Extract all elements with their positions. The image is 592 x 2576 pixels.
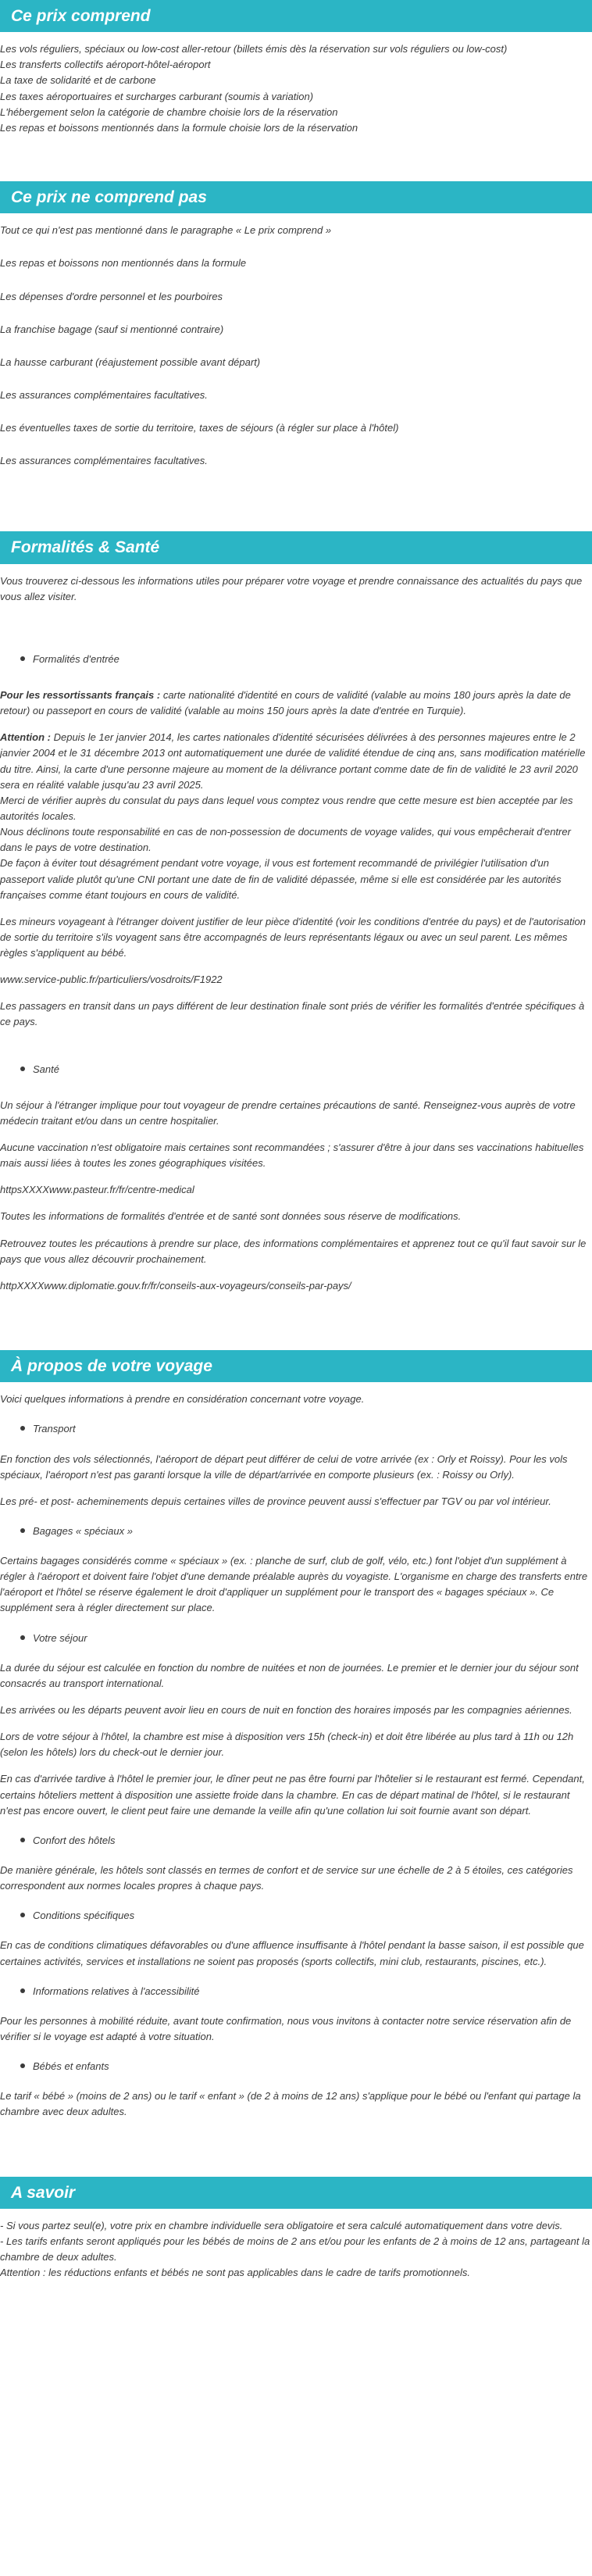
diplomatie-link[interactable]: httpXXXXwww.diplomatie.gouv.fr/fr/conseils-aux-voyageurs/conseils-par-pays/ xyxy=(0,1279,351,1292)
transport-paragraph-2: Les pré- et post- acheminements depuis certaines villes de province peuvent aussi s'effectuer par TGV ou par vol intérieur. xyxy=(0,1495,551,1507)
reserve-paragraph: Toutes les informations de formalités d'entrée et de santé sont données sous réserve de modifications. xyxy=(0,1210,462,1223)
bullet-conditions xyxy=(0,1908,592,1924)
voyage-intro: Voici quelques informations à prendre en considération concernant votre voyage. xyxy=(0,1393,365,1406)
sejour-paragraph-4: En cas d'arrivée tardive à l'hôtel le premier jour, le dîner peut ne pas être fourni par l'hôtelier si le restaurant est fermé. Cependant, certains hôteliers mettent à disposition une assiette froide dans la chambre. En cas de départ matinal de l'hôtel, si le restaurant n'est pas encore ouvert, le client peut faire une demande la veille afin qu'une collation lui soit fournie avant son départ. xyxy=(0,1773,585,1817)
formalites-body xyxy=(0,564,592,1324)
sejour-paragraph-1: La durée du séjour est calculée en fonction du nombre de nuitées et non de journées. Le premier et le dernier jour du séjour sont consacrés au transport international. xyxy=(0,1661,579,1689)
section-formalites-sante xyxy=(0,531,592,1324)
section-title-formalites: Formalités & Santé xyxy=(0,531,592,563)
list-item: Les éventuelles taxes de sortie du territoire, taxes de séjours (à régler sur place à l'hôtel) xyxy=(0,422,399,434)
bullet-label: Santé xyxy=(33,1063,59,1075)
bullet-accessibilite xyxy=(0,1984,592,1999)
list-item: La hausse carburant (réajustement possible avant départ) xyxy=(0,355,261,368)
bullet-label: Confort des hôtels xyxy=(33,1834,116,1846)
ne-comprend-list xyxy=(0,213,592,505)
list-item: La taxe de solidarité et de carbone xyxy=(0,74,156,87)
voyage-body xyxy=(0,1382,592,2149)
bullet-sejour xyxy=(0,1631,592,1646)
ressortissants-label: Pour les ressortissants français : xyxy=(0,688,161,701)
section-a-savoir xyxy=(0,2177,592,2300)
list-item: Les dépenses d'ordre personnel et les pourboires xyxy=(0,290,223,302)
bullet-label: Transport xyxy=(33,1423,76,1435)
transport-paragraph-1: En fonction des vols sélectionnés, l'aéroport de départ peut différer de celui de votre arrivée (ex : Orly et Roissy). Pour les vols spéciaux, l'aéroport n'est pas garanti lorsque la ville de départ/arrivée en comporte plusieurs (ex. : Roissy ou Orly). xyxy=(0,1452,568,1481)
a-savoir-line-1: - Si vous partez seul(e), votre prix en chambre individuelle sera obligatoire et sera calculé automatiquement dans votre devis. xyxy=(0,2219,563,2231)
service-public-link[interactable]: www.service-public.fr/particuliers/vosdroits/F1922 xyxy=(0,974,223,986)
sante-paragraph-2: Aucune vaccination n'est obligatoire mais certaines sont recommandées ; s'assurer d'être à jour dans ses vaccinations habituelles mais aussi liées à toutes les zones géographiques visitées. xyxy=(0,1142,584,1170)
attention-paragraph xyxy=(0,730,592,793)
section-title-comprend: Ce prix comprend xyxy=(0,0,592,32)
list-item: Les assurances complémentaires facultatives. xyxy=(0,388,208,401)
conditions-paragraph: En cas de conditions climatiques défavorables ou d'une affluence insuffisante à l'hôtel pendant la basse saison, il est possible que certaines activités, services et installations ne soient pas proposés (sports collectifs, mini club, restaurants, piscines, etc.). xyxy=(0,1939,584,1967)
list-item: La franchise bagage (sauf si mentionné contraire) xyxy=(0,323,224,335)
bullet-dot-icon xyxy=(20,2063,25,2068)
sejour-paragraph-2: Les arrivées ou les départs peuvent avoir lieu en cours de nuit en fonction des horaires imposés par les compagnies aériennes. xyxy=(0,1704,572,1717)
ressortissants-text: carte nationalité d'identité en cours de validité (valable au moins 180 jours après la date de retour) ou passeport en cours de validité (valable au moins 150 jours après la date d'entrée en Turquie). xyxy=(0,688,571,717)
bullet-dot-icon xyxy=(20,1913,25,1917)
facon-paragraph: De façon à éviter tout désagrément pendant votre voyage, il vous est fortement recommandé de privilégier l'utilisation d'un passeport valide plutôt qu'une CNI portant une date de fin de validité dépassée, même si elle est considérée par les autorités françaises comme étant toujours en cours de validité. xyxy=(0,857,562,901)
bebes-paragraph: Le tarif « bébé » (moins de 2 ans) ou le tarif « enfant » (de 2 à moins de 12 ans) s'applique pour le bébé ou l'enfant qui partage la chambre avec deux adultes. xyxy=(0,2090,581,2118)
retrouvez-paragraph: Retrouvez toutes les précautions à prendre sur place, des informations complémentaires et apprenez tout ce qu'il faut savoir sur le pays que vous allez découvrir prochainement. xyxy=(0,1237,587,1265)
mineurs-paragraph: Les mineurs voyageant à l'étranger doivent justifier de leur pièce d'identité (voir les conditions d'entrée du pays) et de l'autorisation de sortie du territoire s'ils voyagent sans être accompagnés de leurs représentants légaux ou avec un seul parent. Les mêmes règles s'appliquent au bébé. xyxy=(0,915,586,959)
bullet-confort xyxy=(0,1833,592,1849)
attention-label: Attention : xyxy=(0,731,51,744)
attention-text: Depuis le 1er janvier 2014, les cartes nationales d'identité sécurisées délivrées à des personnes majeures entre le 2 janvier 2004 et le 31 décembre 2013 ont automatiquement une durée de validité étendue de cinq ans, sans modification matérielle du titre. Ainsi, la carte d'une personne majeure au moment de la délivrance portant comme date de fin de validité le 23 avril 2020 sera en réalité valable jusqu'au 23 avril 2025. xyxy=(0,731,586,791)
bullet-dot-icon xyxy=(20,1988,25,1993)
bullet-dot-icon xyxy=(20,1838,25,1842)
sante-paragraph-1: Un séjour à l'étranger implique pour tout voyageur de prendre certaines précautions de santé. Renseignez-vous auprès de votre médecin traitant et/ou dans un centre hospitalier. xyxy=(0,1099,576,1127)
a-savoir-line-2: - Les tarifs enfants seront appliqués pour les bébés de moins de 2 ans et/ou pour les enfants de 2 à moins de 12 ans, partageant la chambre de deux adultes. xyxy=(0,2235,590,2263)
formalites-intro: Vous trouverez ci-dessous les informations utiles pour préparer votre voyage et prendre connaissance des actualités du pays que vous allez visiter. xyxy=(0,574,583,602)
section-a-propos-voyage xyxy=(0,1350,592,2150)
bullet-bebes-enfants xyxy=(0,2059,592,2074)
a-savoir-line-3: Attention : les réductions enfants et bébés ne sont pas applicables dans le cadre de tarifs promotionnels. xyxy=(0,2267,470,2279)
comprend-list xyxy=(0,32,592,155)
bullet-label: Bébés et enfants xyxy=(33,2060,109,2073)
declinons-paragraph: Nous déclinons toute responsabilité en cas de non-possession de documents de voyage valides, qui vous empêcherait d'entrer dans le pays de votre destination. xyxy=(0,826,571,854)
list-item: Les transferts collectifs aéroport-hôtel-aéroport xyxy=(0,59,211,71)
bagages-paragraph: Certains bagages considérés comme « spéciaux » (ex. : planche de surf, club de golf, vélo, etc.) font l'objet d'un supplément à régler à l'aéroport et doivent faire l'objet d'une demande préalable auprès du voyagiste. L'organisme en charge des transferts entre l'aéroport et l'hôtel se réserve également le droit d'appliquer un supplément pour le transport des « bagages spéciaux ». Ce supplément sera à régler directement sur place. xyxy=(0,1555,588,1614)
bullet-dot-icon xyxy=(20,1426,25,1431)
bullet-transport xyxy=(0,1421,592,1437)
transit-paragraph: Les passagers en transit dans un pays différent de leur destination finale sont priés de vérifier les formalités d'entrée spécifiques à ce pays. xyxy=(0,1000,585,1028)
a-savoir-body xyxy=(0,2209,592,2300)
bullet-sante xyxy=(0,1062,592,1077)
section-prix-ne-comprend xyxy=(0,181,592,505)
section-title-a-savoir: A savoir xyxy=(0,2177,592,2209)
list-item: Les repas et boissons mentionnés dans la formule choisie lors de la réservation xyxy=(0,121,358,134)
sejour-paragraph-3: Lors de votre séjour à l'hôtel, la chambre est mise à disposition vers 15h (check-in) et doit être libérée au plus tard à 11h ou 12h (selon les hôtels) lors du check-out le dernier jour. xyxy=(0,1731,574,1759)
bullet-label: Informations relatives à l'accessibilité xyxy=(33,1985,200,1997)
bullet-dot-icon xyxy=(20,1635,25,1640)
section-prix-comprend xyxy=(0,0,592,155)
accessibilite-paragraph: Pour les personnes à mobilité réduite, avant toute confirmation, nous vous invitons à contacter notre service réservation afin de vérifier si le voyage est adapté à votre situation. xyxy=(0,2014,572,2043)
bullet-dot-icon xyxy=(20,656,25,661)
bullet-bagages xyxy=(0,1524,592,1539)
bullet-label: Votre séjour xyxy=(33,1631,87,1644)
bullet-label: Conditions spécifiques xyxy=(33,1910,135,1922)
ressortissants-paragraph xyxy=(0,688,592,719)
list-item: Les repas et boissons non mentionnés dans la formule xyxy=(0,257,247,270)
list-item: Les vols réguliers, spéciaux ou low-cost aller-retour (billets émis dès la réservation sur vols réguliers ou low-cost) xyxy=(0,43,508,55)
bullet-dot-icon xyxy=(20,1066,25,1071)
section-title-ne-comprend: Ce prix ne comprend pas xyxy=(0,181,592,213)
bullet-formalites-entree xyxy=(0,652,592,667)
list-item: L'hébergement selon la catégorie de chambre choisie lors de la réservation xyxy=(0,105,338,118)
list-item: Les assurances complémentaires facultatives. xyxy=(0,455,208,467)
confort-paragraph: De manière générale, les hôtels sont classés en termes de confort et de service sur une échelle de 2 à 5 étoiles, ces catégories correspondent aux normes locales propres à chaque pays. xyxy=(0,1864,573,1892)
pasteur-link[interactable]: httpsXXXXwww.pasteur.fr/fr/centre-medical xyxy=(0,1184,194,1196)
bullet-label: Formalités d'entrée xyxy=(33,652,119,665)
verifier-paragraph: Merci de vérifier auprès du consulat du pays dans lequel vous comptez vous rendre que cette mesure est bien acceptée par les autorités locales. xyxy=(0,794,573,822)
list-item: Les taxes aéroportuaires et surcharges carburant (soumis à variation) xyxy=(0,90,314,102)
bullet-label: Bagages « spéciaux » xyxy=(33,1524,133,1537)
section-title-voyage: À propos de votre voyage xyxy=(0,1350,592,1382)
bullet-dot-icon xyxy=(20,1528,25,1533)
list-item: Tout ce qui n'est pas mentionné dans le paragraphe « Le prix comprend » xyxy=(0,224,332,237)
